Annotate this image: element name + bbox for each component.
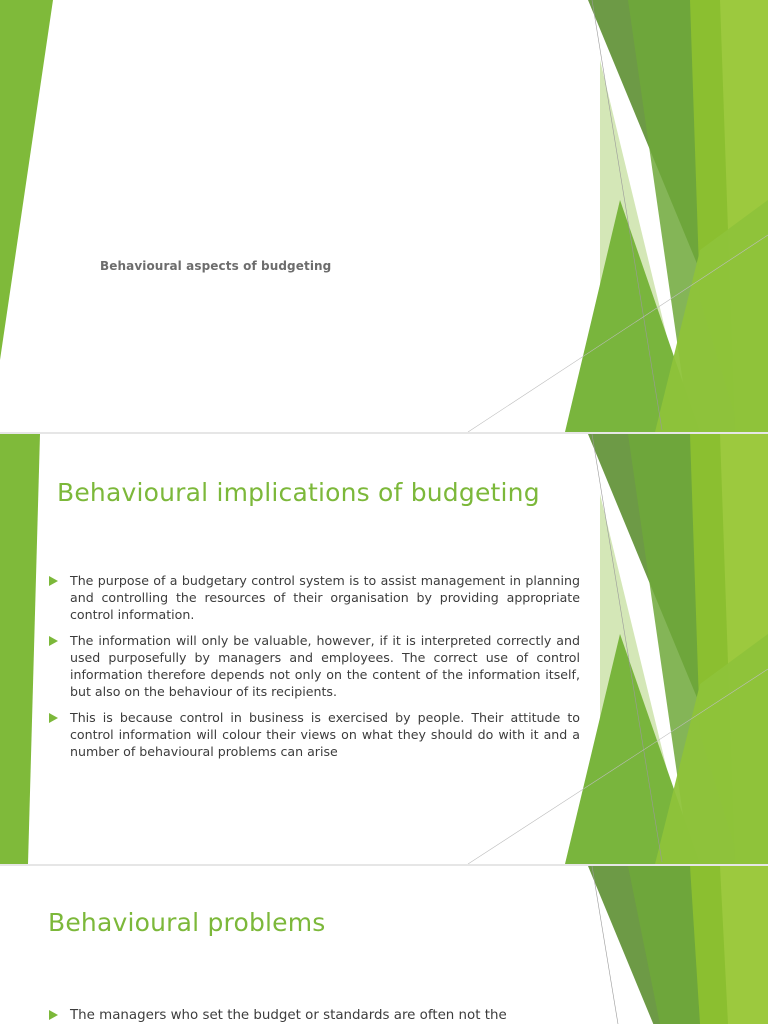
slide-title: Behavioural problems <box>48 908 326 937</box>
triangle-right-icon <box>49 1010 58 1020</box>
bullet-list <box>48 572 580 769</box>
triangle-right-icon <box>49 713 58 723</box>
decorative-shapes <box>0 0 768 432</box>
presentation-subtitle: Behavioural aspects of budgeting <box>100 259 332 273</box>
list-item: The purpose of a budgetary control system is to assist management in planning and controlling the resources of their organisation by providing appropriate control information. <box>48 572 580 623</box>
list-item: The information will only be valuable, however, if it is interpreted correctly and used purposefully by managers and employees. The correct use of control information therefore depends not only on the content of the information itself, but also on the behaviour of its recipients. <box>48 632 580 700</box>
bullet-list <box>48 1006 580 1024</box>
slide-2 <box>0 434 768 864</box>
list-item: This is because control in business is exercised by people. Their attitude to control information will colour their views on what they should do with it and a number of behavioural problems can arise <box>48 709 580 760</box>
slide-3 <box>0 866 768 1024</box>
list-item: The managers who set the budget or standards are often not the <box>48 1006 580 1024</box>
slide-1 <box>0 0 768 432</box>
triangle-right-icon <box>49 636 58 646</box>
slide-title: Behavioural implications of budgeting <box>57 478 540 507</box>
decorative-shapes <box>0 866 768 1024</box>
triangle-right-icon <box>49 576 58 586</box>
